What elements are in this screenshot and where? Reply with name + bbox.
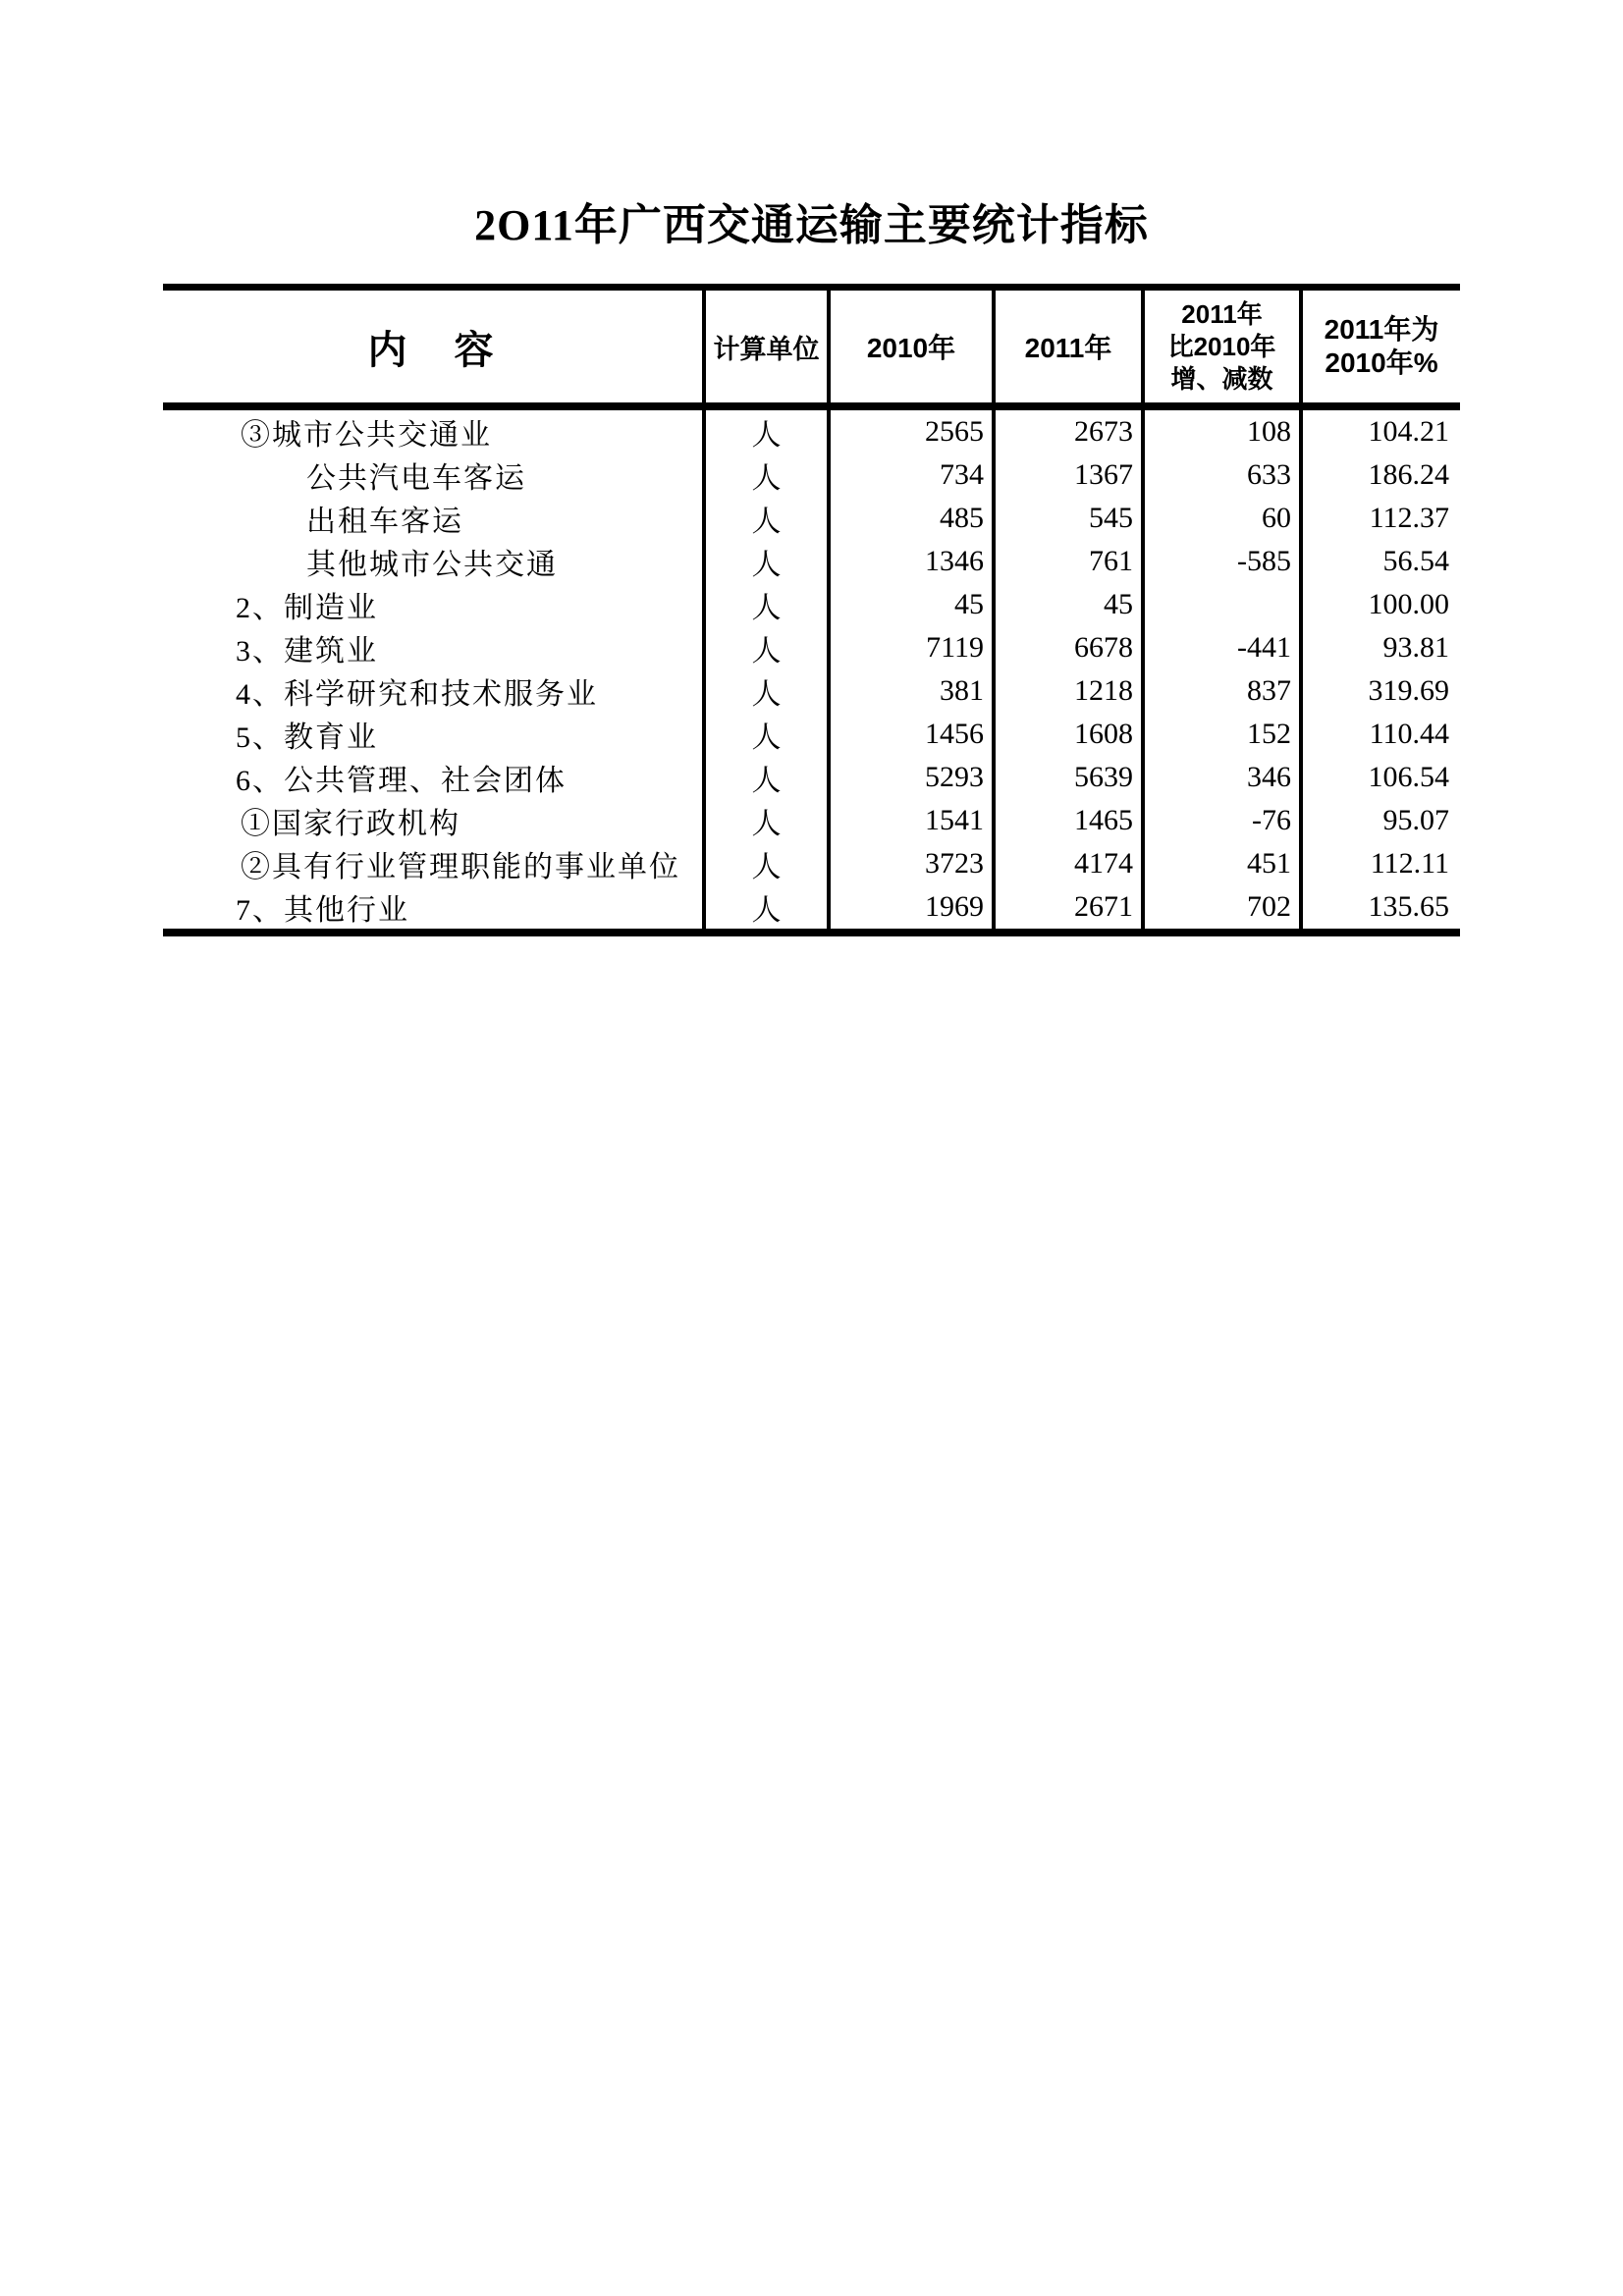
row-value-pct: 135.65	[1299, 885, 1460, 929]
row-value-pct: 112.11	[1299, 842, 1460, 885]
row-value-2011: 1608	[992, 713, 1141, 756]
column-header-2010	[827, 291, 992, 402]
row-unit: 人	[702, 583, 827, 626]
column-header-2011-label: 2011年	[1024, 333, 1112, 363]
row-value-2010: 7119	[827, 626, 992, 669]
row-value-2011: 5639	[992, 756, 1141, 799]
column-header-2010-label: 2010年	[866, 333, 956, 363]
row-value-pct: 93.81	[1299, 626, 1460, 669]
row-label: ②具有行业管理职能的事业单位	[241, 851, 680, 883]
column-header-unit-label: 计算单位	[713, 334, 820, 364]
column-header-diff-line1: 2011年	[1181, 298, 1263, 329]
row-label: 公共汽电车客运	[306, 462, 526, 495]
row-value-pct: 104.21	[1299, 410, 1460, 454]
row-value-pct: 56.54	[1299, 540, 1460, 583]
column-header-diff-line2: 比2010年	[1167, 331, 1276, 361]
row-value-diff: 451	[1141, 842, 1299, 885]
row-unit: 人	[702, 410, 827, 454]
row-value-2010: 45	[827, 583, 992, 626]
row-value-diff	[1141, 583, 1299, 626]
row-label: 出租车客运	[306, 506, 463, 538]
row-value-2011: 1367	[992, 454, 1141, 497]
row-label: 2、制造业	[236, 592, 378, 624]
column-header-content-label: 内 容	[367, 328, 498, 372]
row-value-2010: 3723	[827, 842, 992, 885]
column-header-content	[163, 291, 702, 402]
row-value-diff: -441	[1141, 626, 1299, 669]
row-value-pct: 100.00	[1299, 583, 1460, 626]
row-value-diff: 346	[1141, 756, 1299, 799]
column-header-diff	[1141, 291, 1299, 402]
row-value-2011: 2673	[992, 410, 1141, 454]
row-unit: 人	[702, 842, 827, 885]
column-header-2011	[992, 291, 1141, 402]
column-header-pct	[1299, 291, 1460, 402]
row-value-diff: -76	[1141, 799, 1299, 842]
row-value-diff: 60	[1141, 497, 1299, 540]
row-label: 7、其他行业	[236, 894, 409, 927]
row-value-pct: 319.69	[1299, 669, 1460, 713]
row-unit: 人	[702, 885, 827, 929]
row-unit: 人	[702, 497, 827, 540]
row-value-2011: 45	[992, 583, 1141, 626]
row-label: 6、公共管理、社会团体	[236, 765, 567, 797]
row-value-2011: 1218	[992, 669, 1141, 713]
row-value-pct: 110.44	[1299, 713, 1460, 756]
row-value-2010: 1969	[827, 885, 992, 929]
row-value-diff: 702	[1141, 885, 1299, 929]
row-value-diff: -585	[1141, 540, 1299, 583]
row-value-pct: 106.54	[1299, 756, 1460, 799]
row-value-2011: 1465	[992, 799, 1141, 842]
column-header-diff-line3: 增、减数	[1170, 363, 1273, 394]
row-label: 5、教育业	[236, 721, 378, 754]
row-value-2010: 5293	[827, 756, 992, 799]
row-unit: 人	[702, 626, 827, 669]
row-value-2011: 6678	[992, 626, 1141, 669]
row-value-diff: 837	[1141, 669, 1299, 713]
row-value-2011: 545	[992, 497, 1141, 540]
row-unit: 人	[702, 540, 827, 583]
row-value-2010: 734	[827, 454, 992, 497]
row-unit: 人	[702, 669, 827, 713]
column-header-unit	[702, 291, 827, 402]
row-value-2010: 381	[827, 669, 992, 713]
row-value-2010: 2565	[827, 410, 992, 454]
row-value-pct: 186.24	[1299, 454, 1460, 497]
row-label: 3、建筑业	[236, 635, 378, 667]
table-header	[163, 291, 1460, 410]
row-value-diff: 108	[1141, 410, 1299, 454]
row-value-2010: 1346	[827, 540, 992, 583]
table-body	[163, 410, 1460, 936]
row-value-pct: 95.07	[1299, 799, 1460, 842]
row-unit: 人	[702, 713, 827, 756]
row-value-diff: 152	[1141, 713, 1299, 756]
row-value-2011: 761	[992, 540, 1141, 583]
column-header-pct-line1: 2011年为	[1324, 314, 1439, 345]
row-label: 4、科学研究和技术服务业	[236, 678, 598, 711]
row-value-diff: 633	[1141, 454, 1299, 497]
row-value-pct: 112.37	[1299, 497, 1460, 540]
row-value-2010: 1456	[827, 713, 992, 756]
row-unit: 人	[702, 799, 827, 842]
column-header-pct-line2: 2010年%	[1325, 347, 1438, 378]
document-title: 2O11年广西交通运输主要统计指标	[474, 201, 1149, 249]
row-label: 其他城市公共交通	[306, 549, 558, 581]
row-label: ①国家行政机构	[241, 808, 460, 840]
statistics-table	[163, 284, 1460, 936]
row-value-2011: 2671	[992, 885, 1141, 929]
row-label: ③城市公共交通业	[241, 419, 492, 452]
row-value-2011: 4174	[992, 842, 1141, 885]
row-value-2010: 1541	[827, 799, 992, 842]
row-value-2010: 485	[827, 497, 992, 540]
row-unit: 人	[702, 454, 827, 497]
row-unit: 人	[702, 756, 827, 799]
